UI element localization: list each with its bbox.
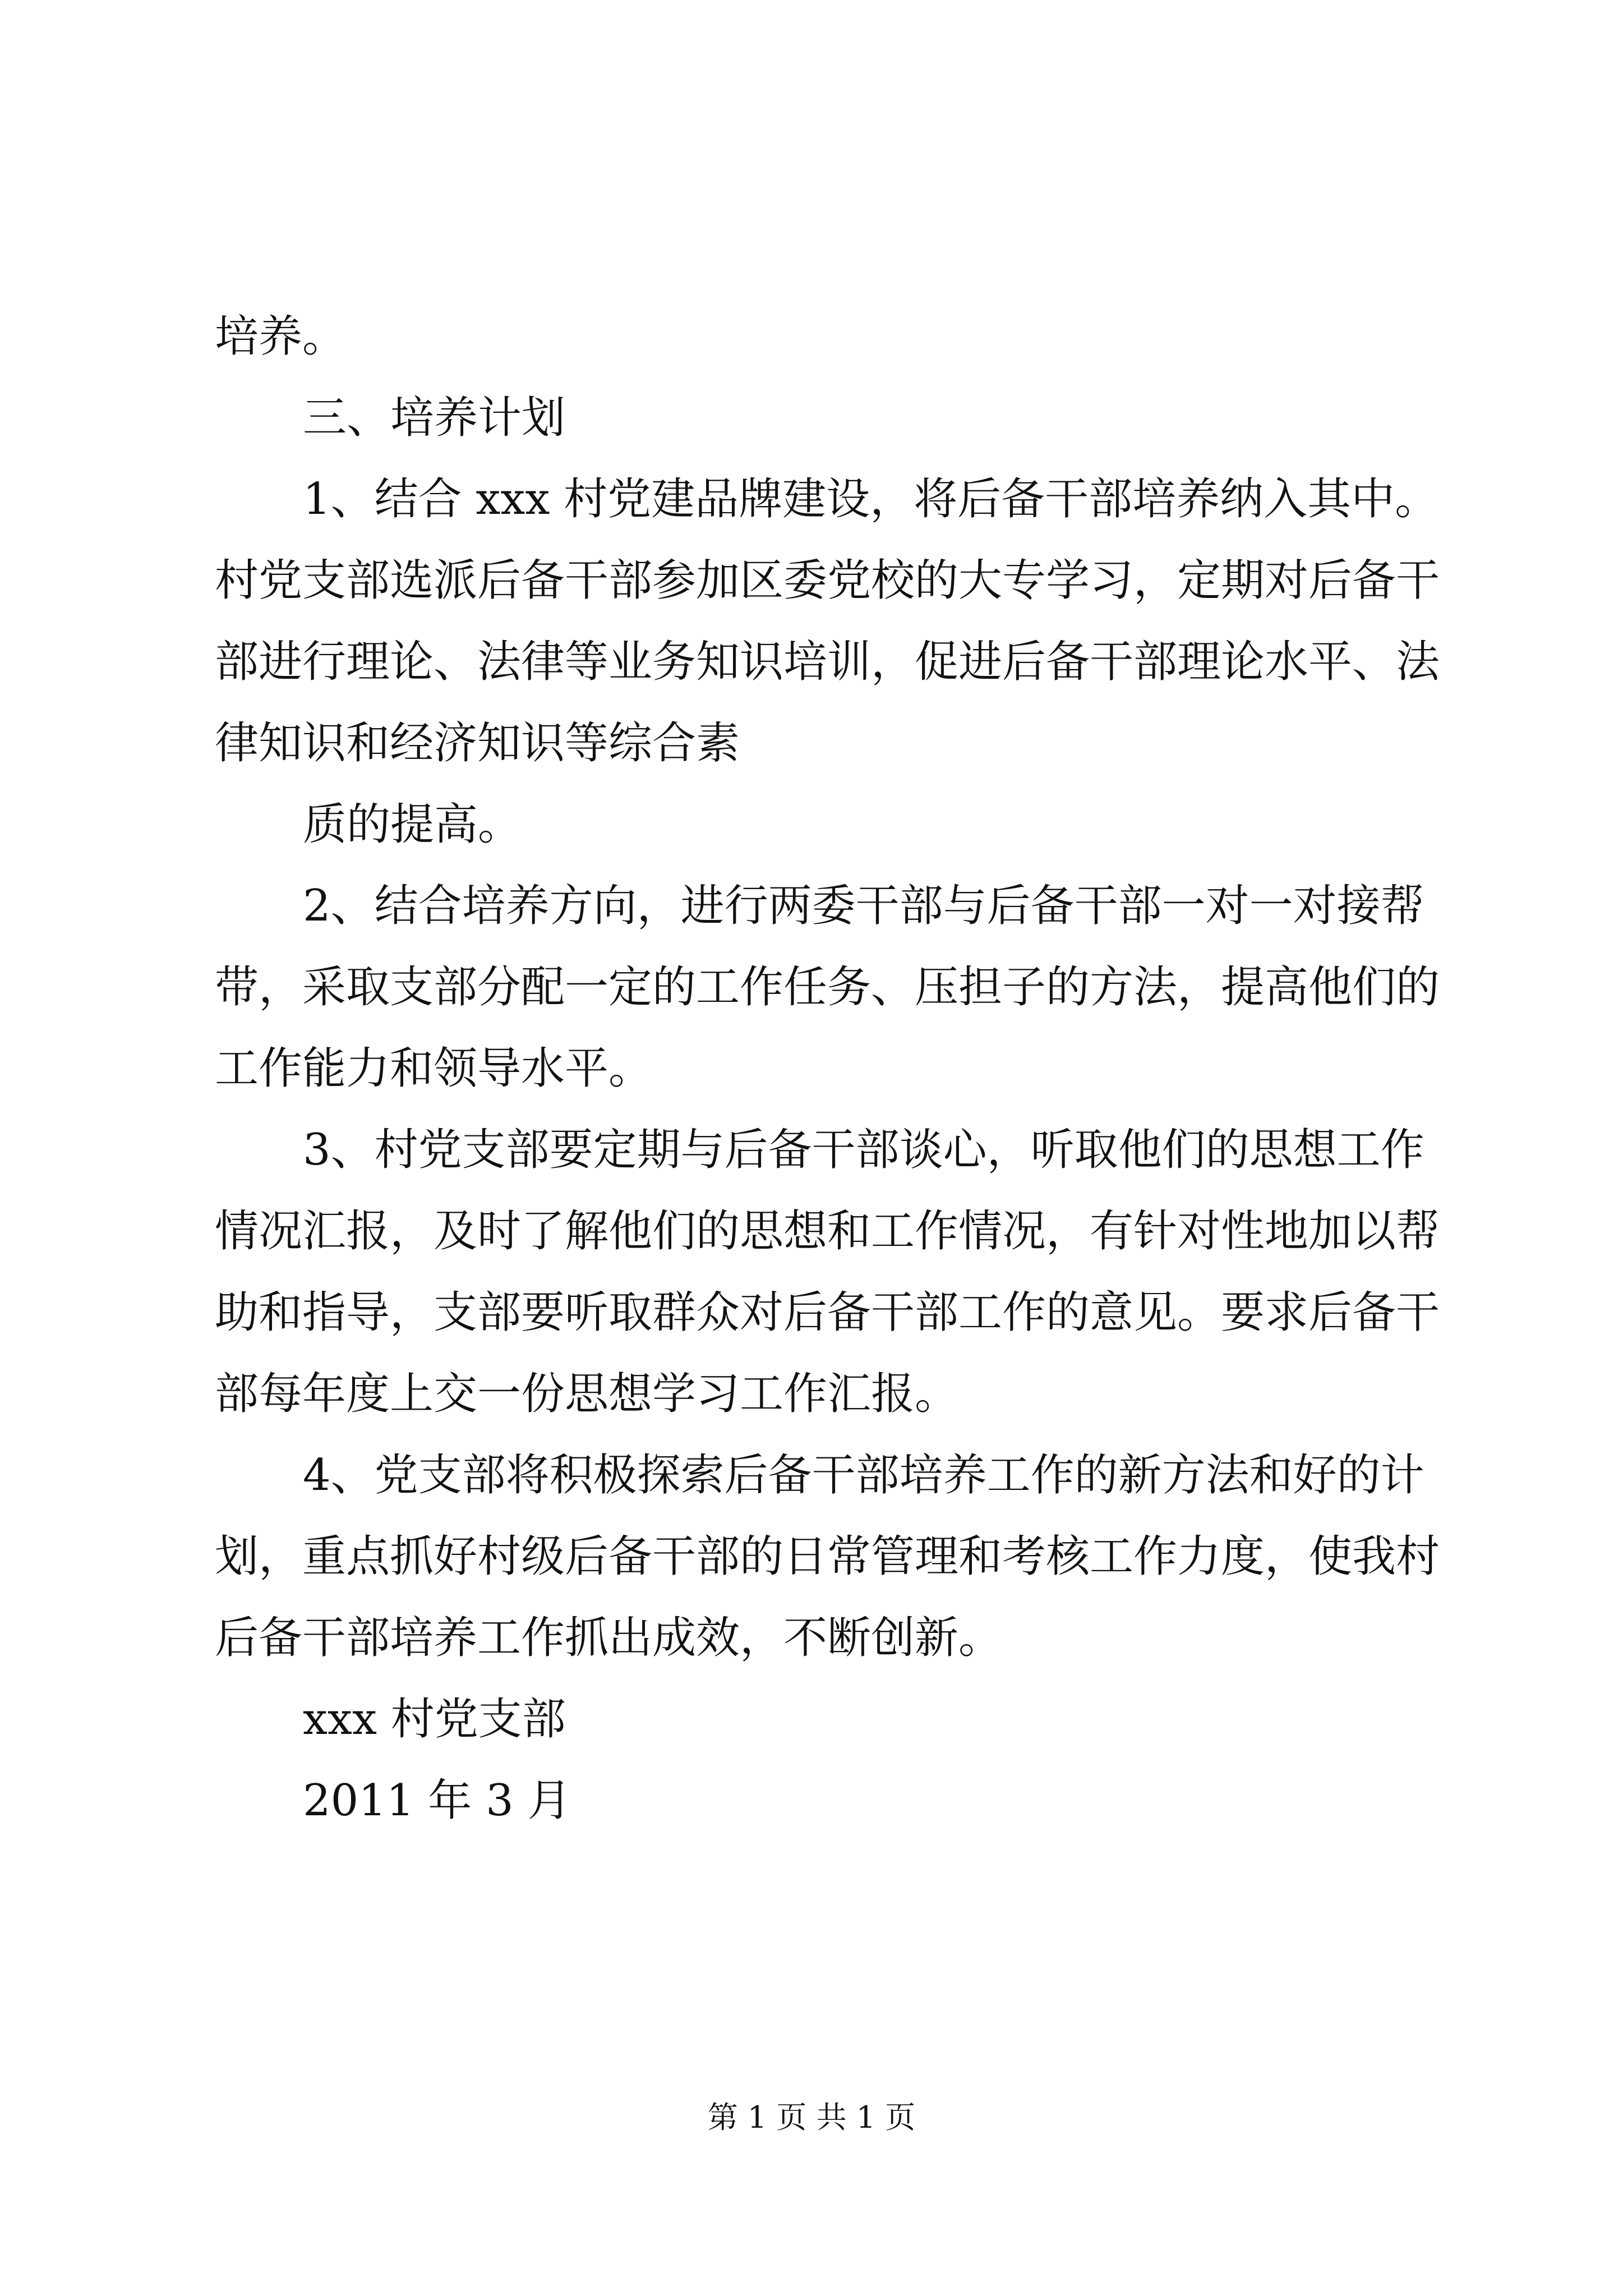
text-line: 村党支部选派后备干部参加区委党校的大专学习，定期对后备干 xyxy=(215,555,1440,606)
text-line: 4、党支部将积极探索后备干部培养工作的新方法和好的计 xyxy=(303,1450,1424,1501)
text-line: 律知识和经济知识等综合素 xyxy=(215,718,740,769)
text-line: 培养。 xyxy=(215,311,347,362)
text-line: 助和指导，支部要听取群众对后备干部工作的意见。要求后备干 xyxy=(215,1287,1440,1338)
text-line: 部进行理论、法律等业务知识培训，促进后备干部理论水平、法 xyxy=(215,637,1440,687)
section-heading: 三、培养计划 xyxy=(303,393,566,443)
text-line: 2、结合培养方向，进行两委干部与后备干部一对一对接帮 xyxy=(303,881,1424,931)
text-line: 带，采取支部分配一定的工作任务、压担子的方法，提高他们的 xyxy=(215,962,1440,1013)
signature-org: xxx 村党支部 xyxy=(303,1694,566,1745)
text-line: 3、村党支部要定期与后备干部谈心，听取他们的思想工作 xyxy=(303,1125,1424,1175)
text-line: 质的提高。 xyxy=(303,799,522,850)
signature-date: 2011 年 3 月 xyxy=(303,1775,571,1826)
text-line: 划，重点抓好村级后备干部的日常管理和考核工作力度，使我村 xyxy=(215,1531,1440,1582)
page-number-footer: 第 1 页 共 1 页 xyxy=(707,2100,916,2135)
text-line: 部每年度上交一份思想学习工作汇报。 xyxy=(215,1369,959,1419)
text-line: 1、结合 xxx 村党建品牌建设，将后备干部培养纳入其中。 xyxy=(303,474,1439,524)
text-line: 后备干部培养工作抓出成效，不断创新。 xyxy=(215,1613,1003,1663)
text-line: 情况汇报，及时了解他们的思想和工作情况，有针对性地加以帮 xyxy=(215,1206,1440,1257)
text-line: 工作能力和领导水平。 xyxy=(215,1043,653,1094)
